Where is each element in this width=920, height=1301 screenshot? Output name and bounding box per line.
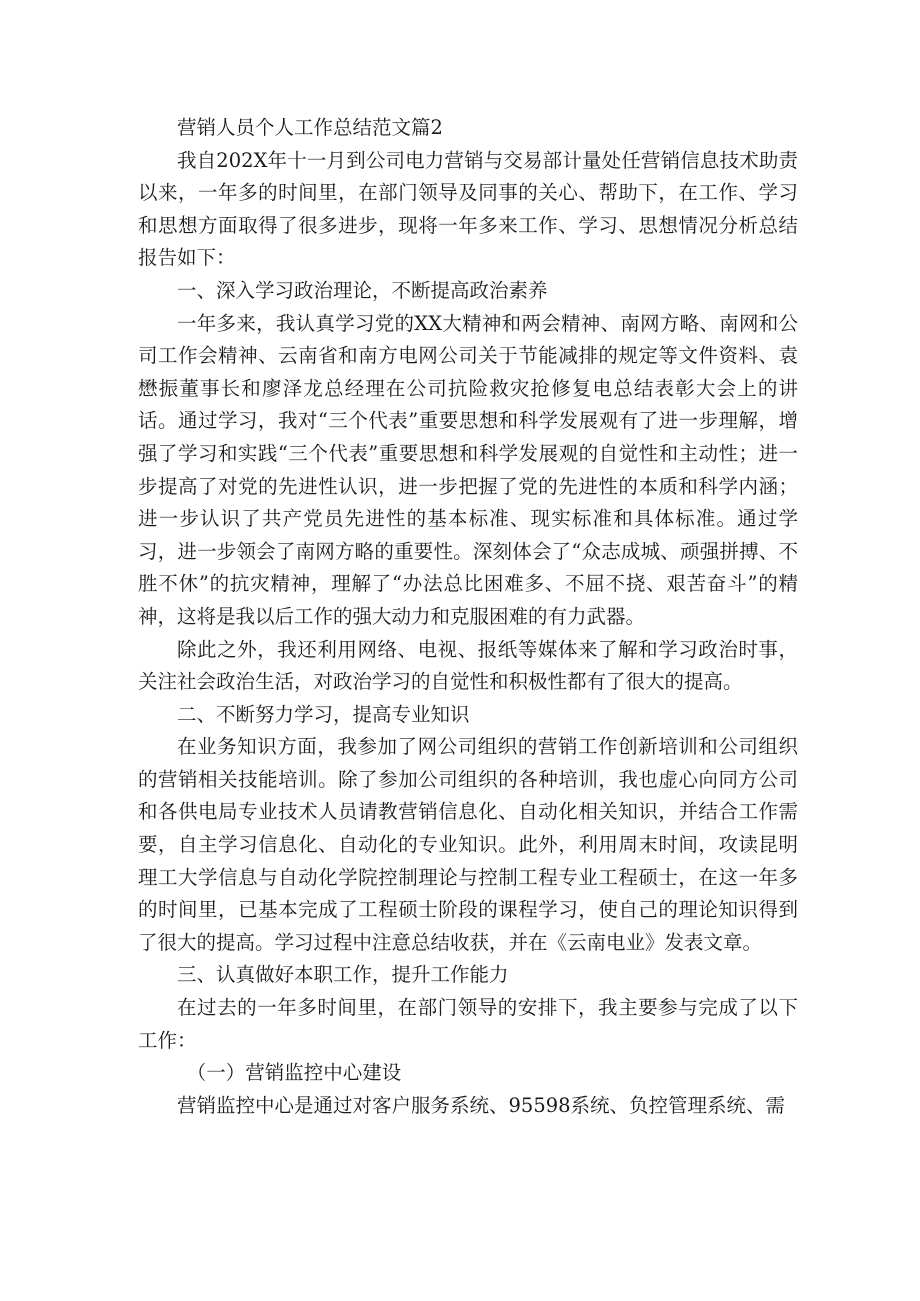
- section-heading-1: 一、深入学习政治理论，不断提高政治素养: [177, 278, 548, 302]
- document-title: 营销人员个人工作总结范文篇2: [177, 116, 443, 139]
- paragraph-current-affairs: 除此之外，我还利用网络、电视、报纸等媒体来了解和学习政治时事，关注社会政治生活，对政治学习的自觉性和积极性都有了很大的提高。: [138, 637, 798, 694]
- paragraph-work-intro: 在过去的一年多时间里，在部门领导的安排下，我主要参与完成了以下工作：: [138, 996, 798, 1052]
- subsection-heading-1: （一）营销监控中心建设: [186, 1061, 402, 1085]
- paragraph-intro: 我自202X年十一月到公司电力营销与交易部计量处任营销信息技术助责以来，一年多的时间里，在部门领导及同事的关心、帮助下，在工作、学习和思想方面取得了很多进步，现将一年多来工作、学习、思想情况分析总结报告如下：: [138, 148, 798, 270]
- section-heading-3: 三、认真做好本职工作，提升工作能力: [177, 963, 509, 987]
- paragraph-monitoring-center: 营销监控中心是通过对客户服务系统、95598系统、负控管理系统、需: [177, 1093, 786, 1117]
- paragraph-professional-study: 在业务知识方面，我参加了网公司组织的营销工作创新培训和公司组织的营销相关技能培训。除了参加公司组织的各种培训，我也虚心向同方公司和各供电局专业技术人员请教营销信息化、自动化相关知识，并结合工作需要，自主学习信息化、自动化的专业知识。此外，利用周末时间，攻读昆明理工大学信息与自动化学院控制理论与控制工程专业工程硕士，在这一年多的时间里，已基本完成了工程硕士阶段的课程学习，使自己的理论知识得到了很大的提高。学习过程中注意总结收获，并在《云南电业》发表文章。: [138, 735, 798, 954]
- document-body: [138, 112, 798, 1122]
- paragraph-political-study: 一年多来，我认真学习党的XX大精神和两会精神、南网方略、南网和公司工作会精神、云南省和南方电网公司关于节能减排的规定等文件资料、袁懋振董事长和廖泽龙总经理在公司抗险救灾抢修复电总结表彰大会上的讲话。通过学习，我对“三个代表”重要思想和科学发展观有了进一步理解，增强了学习和实践“三个代表”重要思想和科学发展观的自觉性和主动性；进一步提高了对党的先进性认识，进一步把握了党的先进性的本质和科学内涵；进一步认识了共产党员先进性的基本标准、现实标准和具体标准。通过学习，进一步领会了南网方略的重要性。深刻体会了“众志成城、顽强拼搏、不胜不休”的抗灾精神，理解了“办法总比困难多、不屈不挠、艰苦奋斗”的精神，这将是我以后工作的强大动力和克服困难的有力武器。: [138, 311, 798, 628]
- section-heading-2: 二、不断努力学习，提高专业知识: [177, 702, 470, 726]
